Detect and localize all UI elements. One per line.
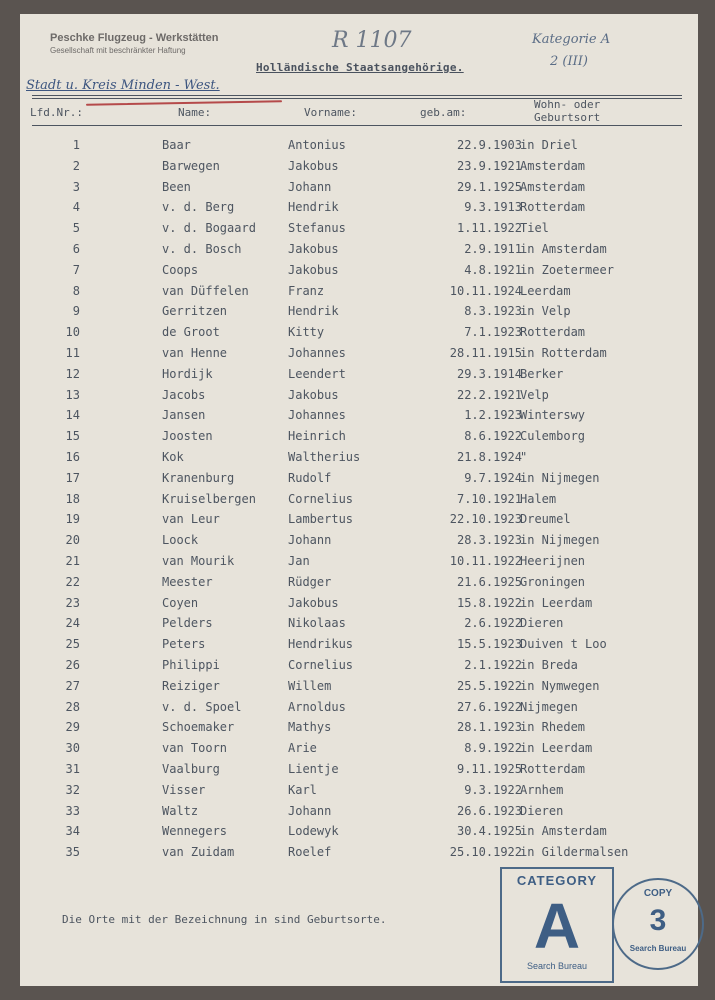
table-row (20, 658, 698, 678)
table-row (20, 263, 698, 283)
column-header-place-1: Wohn- oder (534, 98, 601, 111)
row-place: Duiven t Loo (520, 637, 607, 652)
row-first-name: Nikolaas (288, 616, 346, 631)
row-birth-date: 22.10.1923 (449, 512, 522, 527)
table-row (20, 700, 698, 720)
row-place: Dreumel (520, 512, 571, 527)
table-row (20, 471, 698, 491)
row-surname: van Leur (162, 512, 220, 527)
row-birth-date: 9.7.1924 (464, 470, 522, 485)
row-first-name: Hendrik (288, 304, 339, 319)
table-row (20, 616, 698, 636)
row-first-name: Antonius (288, 138, 346, 152)
row-birth-date: 9.3.1922 (464, 782, 522, 797)
row-birth-date: 28.11.1915 (449, 346, 522, 360)
row-first-name: Johann (288, 533, 332, 548)
row-surname: van Zuidam (162, 845, 235, 860)
company-subtitle: Gesellschaft mit beschränkter Haftung (50, 46, 186, 55)
row-place: in Velp (520, 304, 571, 319)
place-heading: Stadt u. Kreis Minden - West. (26, 78, 220, 93)
table-row (20, 138, 698, 158)
category-stamp-footer: Search Bureau (526, 961, 588, 971)
row-surname: Joosten (162, 429, 213, 444)
row-surname: van Mourik (162, 554, 235, 568)
row-number: 12 (65, 366, 80, 381)
row-birth-date: 30.4.1925 (456, 824, 522, 839)
row-first-name: Lambertus (288, 512, 354, 527)
row-place: in Leerdam (520, 741, 593, 756)
row-surname: Kok (162, 450, 184, 464)
row-birth-date: 25.5.1922 (456, 678, 522, 693)
row-place: Groningen (520, 574, 586, 589)
table-row (20, 720, 698, 740)
copy-stamp-number: 3 (649, 904, 667, 937)
company-name: Peschke Flugzeug - Werkstätten (50, 32, 219, 44)
table-row (20, 408, 698, 428)
red-underline (86, 100, 282, 105)
row-birth-date: 10.11.1922 (449, 554, 522, 568)
row-first-name: Lodewyk (288, 824, 339, 839)
header-rule-bottom (32, 125, 682, 126)
row-place: Leerdam (520, 283, 571, 298)
table-row (20, 845, 698, 865)
row-birth-date: 21.6.1925 (456, 574, 522, 589)
row-first-name: Roelef (288, 845, 332, 860)
row-surname: Kranenburg (162, 470, 235, 485)
row-place: Tiel (520, 221, 549, 236)
row-number: 16 (65, 450, 80, 464)
row-first-name: Stefanus (288, 221, 346, 236)
row-number: 8 (72, 283, 80, 298)
row-place: in Breda (520, 658, 578, 672)
row-first-name: Arnoldus (288, 699, 346, 714)
row-birth-date: 15.8.1922 (456, 595, 522, 610)
row-surname: Peters (162, 637, 206, 652)
document-title: Holländische Staatsangehörige. (256, 61, 464, 74)
row-birth-date: 8.3.1923 (464, 304, 522, 319)
table-row (20, 554, 698, 574)
row-place: in Nymwegen (520, 678, 600, 693)
row-number: 25 (65, 637, 80, 652)
row-number: 28 (65, 699, 80, 714)
row-first-name: Jakobus (288, 387, 339, 402)
row-place: Berker (520, 366, 564, 381)
row-number: 4 (72, 200, 80, 215)
row-surname: Jacobs (162, 387, 206, 402)
row-surname: Coops (162, 262, 199, 277)
row-number: 7 (72, 262, 80, 277)
row-number: 14 (65, 408, 80, 423)
copy-stamp-top: COPY (643, 888, 673, 899)
row-place: Amsterdam (520, 179, 586, 194)
row-first-name: Hendrikus (288, 637, 354, 652)
table-row (20, 388, 698, 408)
table-row (20, 325, 698, 345)
row-number: 30 (65, 741, 80, 756)
row-birth-date: 25.10.1922 (449, 845, 522, 860)
table-row (20, 762, 698, 782)
row-birth-date: 26.6.1923 (456, 803, 522, 818)
copy-stamp (612, 878, 704, 970)
row-birth-date: 9.3.1913 (464, 200, 522, 215)
category-stamp-letter: A (533, 890, 581, 962)
row-surname: Reiziger (162, 678, 220, 693)
row-first-name: Waltherius (288, 450, 361, 464)
row-surname: de Groot (162, 325, 220, 340)
column-header-no: Lfd.Nr.: (30, 106, 83, 119)
row-surname: Hordijk (162, 366, 213, 381)
row-first-name: Jakobus (288, 242, 339, 256)
table-row (20, 346, 698, 366)
row-place: in Gildermalsen (520, 845, 629, 860)
row-place: Nijmegen (520, 699, 578, 714)
row-birth-date: 7.10.1921 (456, 491, 522, 506)
row-number: 10 (65, 325, 80, 340)
row-place: in Nijmegen (520, 470, 600, 485)
row-number: 2 (72, 158, 80, 173)
row-number: 17 (65, 470, 80, 485)
row-surname: Schoemaker (162, 720, 235, 735)
table-row (20, 512, 698, 532)
column-header-date: geb.am: (420, 106, 467, 119)
row-number: 26 (65, 658, 80, 672)
table-row (20, 596, 698, 616)
row-place: Halem (520, 491, 557, 506)
row-place: Rotterdam (520, 325, 586, 340)
row-number: 11 (65, 346, 80, 360)
row-birth-date: 9.11.1925 (456, 762, 522, 776)
row-surname: v. d. Bogaard (162, 221, 256, 236)
row-birth-date: 2.9.1911 (464, 242, 522, 256)
row-surname: van Toorn (162, 741, 228, 756)
table-row (20, 304, 698, 324)
table-row (20, 429, 698, 449)
row-surname: Baar (162, 138, 191, 152)
row-number: 35 (65, 845, 80, 860)
row-first-name: Johannes (288, 408, 346, 423)
row-number: 22 (65, 574, 80, 589)
row-place: in Amsterdam (520, 824, 607, 839)
table-row (20, 180, 698, 200)
row-place: in Rhedem (520, 720, 586, 735)
row-first-name: Heinrich (288, 429, 346, 444)
table-row (20, 450, 698, 470)
table-row (20, 492, 698, 512)
table-row (20, 221, 698, 241)
row-surname: Waltz (162, 803, 199, 818)
row-place: Dieren (520, 803, 564, 818)
row-birth-date: 22.2.1921 (456, 387, 522, 402)
row-place: Heerijnen (520, 554, 586, 568)
column-header-place-2: Geburtsort (534, 111, 601, 124)
row-surname: Meester (162, 574, 213, 589)
table-row (20, 367, 698, 387)
row-number: 20 (65, 533, 80, 548)
table-row (20, 200, 698, 220)
row-number: 24 (65, 616, 80, 631)
row-number: 5 (72, 221, 80, 236)
row-place: in Leerdam (520, 595, 593, 610)
kategorie-number: 2 (III) (550, 54, 588, 69)
row-place: Dieren (520, 616, 564, 631)
row-first-name: Franz (288, 283, 325, 298)
row-first-name: Willem (288, 678, 332, 693)
row-surname: v. d. Berg (162, 200, 235, 215)
row-first-name: Lientje (288, 762, 339, 776)
table-row (20, 637, 698, 657)
row-place: in Nijmegen (520, 533, 600, 548)
row-place: Rotterdam (520, 762, 586, 776)
row-place: in Amsterdam (520, 242, 607, 256)
row-birth-date: 10.11.1924 (449, 283, 522, 298)
row-first-name: Karl (288, 782, 317, 797)
row-surname: Pelders (162, 616, 213, 631)
row-first-name: Johannes (288, 346, 346, 360)
row-first-name: Jakobus (288, 595, 339, 610)
row-birth-date: 21.8.1924 (456, 450, 522, 464)
row-number: 9 (72, 304, 80, 319)
row-number: 27 (65, 678, 80, 693)
row-surname: Kruiselbergen (162, 491, 256, 506)
row-number: 6 (72, 242, 80, 256)
table-row (20, 159, 698, 179)
table-row (20, 824, 698, 844)
row-first-name: Arie (288, 741, 317, 756)
row-place: Rotterdam (520, 200, 586, 215)
row-first-name: Jakobus (288, 158, 339, 173)
row-number: 1 (72, 138, 80, 152)
row-place: Culemborg (520, 429, 586, 444)
row-first-name: Johann (288, 179, 332, 194)
row-number: 3 (72, 179, 80, 194)
category-stamp (500, 867, 614, 983)
row-birth-date: 29.1.1925 (456, 179, 522, 194)
kategorie-note: Kategorie A (532, 32, 611, 47)
row-number: 19 (65, 512, 80, 527)
row-surname: Coyen (162, 595, 199, 610)
category-stamp-title: CATEGORY (516, 873, 598, 888)
row-number: 13 (65, 387, 80, 402)
column-header-first: Vorname: (304, 106, 357, 119)
table-row (20, 804, 698, 824)
row-birth-date: 22.9.1903 (456, 138, 522, 152)
row-place: in Zoetermeer (520, 262, 614, 277)
row-first-name: Rudolf (288, 470, 332, 485)
row-first-name: Cornelius (288, 491, 354, 506)
row-birth-date: 8.9.1922 (464, 741, 522, 756)
table-row (20, 575, 698, 595)
footer-note: Die Orte mit der Bezeichnung in sind Geburtsorte. (62, 913, 387, 926)
row-surname: Wennegers (162, 824, 228, 839)
row-first-name: Leendert (288, 366, 346, 381)
row-surname: v. d. Bosch (162, 242, 242, 256)
row-surname: Philippi (162, 658, 220, 672)
row-first-name: Hendrik (288, 200, 339, 215)
row-first-name: Mathys (288, 720, 332, 735)
header-rule-top (32, 95, 682, 96)
row-number: 15 (65, 429, 80, 444)
row-birth-date: 2.6.1922 (464, 616, 522, 631)
row-first-name: Cornelius (288, 658, 354, 672)
row-number: 33 (65, 803, 80, 818)
row-surname: Jansen (162, 408, 206, 423)
row-number: 23 (65, 595, 80, 610)
row-first-name: Rüdger (288, 574, 332, 589)
row-first-name: Jakobus (288, 262, 339, 277)
row-birth-date: 7.1.1923 (464, 325, 522, 340)
row-number: 18 (65, 491, 80, 506)
row-first-name: Johann (288, 803, 332, 818)
copy-stamp-bottom: Search Bureau (629, 944, 687, 953)
row-surname: Visser (162, 782, 206, 797)
row-birth-date: 15.5.1923 (456, 637, 522, 652)
row-first-name: Jan (288, 554, 310, 568)
row-place: " (520, 450, 528, 464)
row-surname: van Henne (162, 346, 228, 360)
row-surname: v. d. Spoel (162, 699, 242, 714)
table-row (20, 242, 698, 262)
row-number: 31 (65, 762, 80, 776)
row-surname: Loock (162, 533, 199, 548)
row-birth-date: 1.11.1922 (456, 221, 522, 236)
row-surname: Vaalburg (162, 762, 220, 776)
row-birth-date: 4.8.1921 (464, 262, 522, 277)
row-surname: Been (162, 179, 191, 194)
table-row (20, 533, 698, 553)
table-row (20, 284, 698, 304)
row-number: 34 (65, 824, 80, 839)
row-birth-date: 2.1.1922 (464, 658, 522, 672)
row-birth-date: 27.6.1922 (456, 699, 522, 714)
row-number: 29 (65, 720, 80, 735)
row-place: Amsterdam (520, 158, 586, 173)
row-place: in Rotterdam (520, 346, 607, 360)
row-birth-date: 28.3.1923 (456, 533, 522, 548)
row-number: 21 (65, 554, 80, 568)
column-header-name: Name: (178, 106, 212, 119)
row-birth-date: 28.1.1923 (456, 720, 522, 735)
row-place: Arnhem (520, 782, 564, 797)
table-row (20, 679, 698, 699)
row-surname: van Düffelen (162, 283, 249, 298)
row-birth-date: 8.6.1922 (464, 429, 522, 444)
row-place: Winterswy (520, 408, 586, 423)
row-birth-date: 29.3.1914 (456, 366, 522, 381)
row-surname: Gerritzen (162, 304, 228, 319)
table-row (20, 741, 698, 761)
row-birth-date: 1.2.1923 (464, 408, 522, 423)
row-first-name: Kitty (288, 325, 325, 340)
table-row (20, 783, 698, 803)
row-birth-date: 23.9.1921 (456, 158, 522, 173)
document-sheet (20, 14, 698, 986)
file-reference: R 1107 (332, 28, 412, 53)
row-place: in Driel (520, 138, 578, 152)
row-surname: Barwegen (162, 158, 220, 173)
row-place: Velp (520, 387, 549, 402)
row-number: 32 (65, 782, 80, 797)
